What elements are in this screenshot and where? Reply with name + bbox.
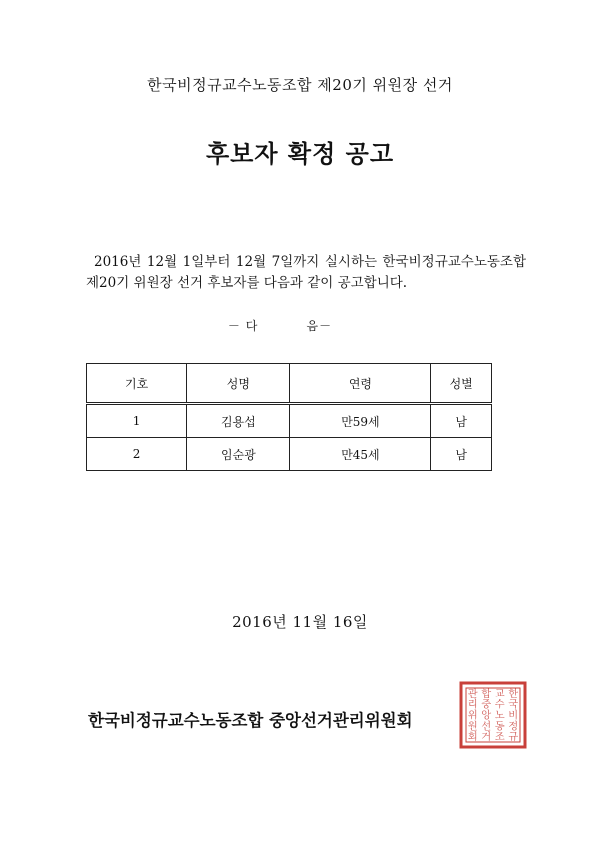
announcement-body: 2016년 12월 1일부터 12월 7일까지 실시하는 한국비정규교수노동조합 제20기 위원장 선거 후보자를 다음과 같이 공고합니다. <box>86 254 526 291</box>
org-title: 한국비정규교수노동조합 제20기 위원장 선거 <box>147 76 453 94</box>
seal-glyph: 관 <box>467 687 478 700</box>
seal-glyph: 회 <box>467 731 478 744</box>
cell-age: 만45세 <box>290 438 431 471</box>
seal-glyph: 한 <box>508 687 519 700</box>
seal-glyph: 교 <box>494 687 505 700</box>
cell-gender: 남 <box>431 404 492 438</box>
notice-separator-right: 음－ <box>306 319 333 333</box>
cell-gender: 남 <box>431 438 492 471</box>
candidate-table <box>86 363 492 471</box>
seal-glyph: 중 <box>481 698 492 711</box>
cell-name: 김용섭 <box>187 404 290 438</box>
seal-glyph: 조 <box>494 731 505 744</box>
header-name: 성명 <box>187 364 290 404</box>
cell-number: 2 <box>87 438 187 471</box>
seal-glyph: 위 <box>467 709 478 722</box>
seal-glyph: 수 <box>494 698 505 711</box>
seal-glyph: 선 <box>481 720 492 733</box>
seal-glyph: 정 <box>508 720 519 733</box>
seal-glyph: 동 <box>494 720 505 733</box>
seal-glyph: 합 <box>481 687 492 700</box>
header-age: 연령 <box>290 364 431 404</box>
official-seal-stamp <box>459 681 527 749</box>
notice-separator <box>0 317 560 334</box>
seal-glyph: 앙 <box>481 709 492 722</box>
seal-glyph: 노 <box>494 709 505 722</box>
seal-glyph: 비 <box>508 709 519 722</box>
cell-name: 임순광 <box>187 438 290 471</box>
seal-glyphs <box>468 687 519 743</box>
seal-glyph: 규 <box>508 731 519 744</box>
table-row <box>87 404 492 438</box>
seal-glyph: 국 <box>508 698 519 711</box>
header-number: 기호 <box>87 364 187 404</box>
cell-age: 만59세 <box>290 404 431 438</box>
announcement-date: 2016년 11월 16일 <box>232 613 368 631</box>
seal-glyph: 원 <box>467 720 478 733</box>
seal-glyph: 리 <box>467 698 478 711</box>
seal-glyph: 거 <box>481 731 492 744</box>
table-header-row <box>87 364 492 404</box>
header-gender: 성별 <box>431 364 492 404</box>
notice-separator-left: － 다 <box>227 319 259 333</box>
cell-number: 1 <box>87 404 187 438</box>
committee-name: 한국비정규교수노동조합 중앙선거관리위원회 <box>88 711 413 730</box>
table-row <box>87 438 492 471</box>
page-title: 후보자 확정 공고 <box>206 140 394 168</box>
